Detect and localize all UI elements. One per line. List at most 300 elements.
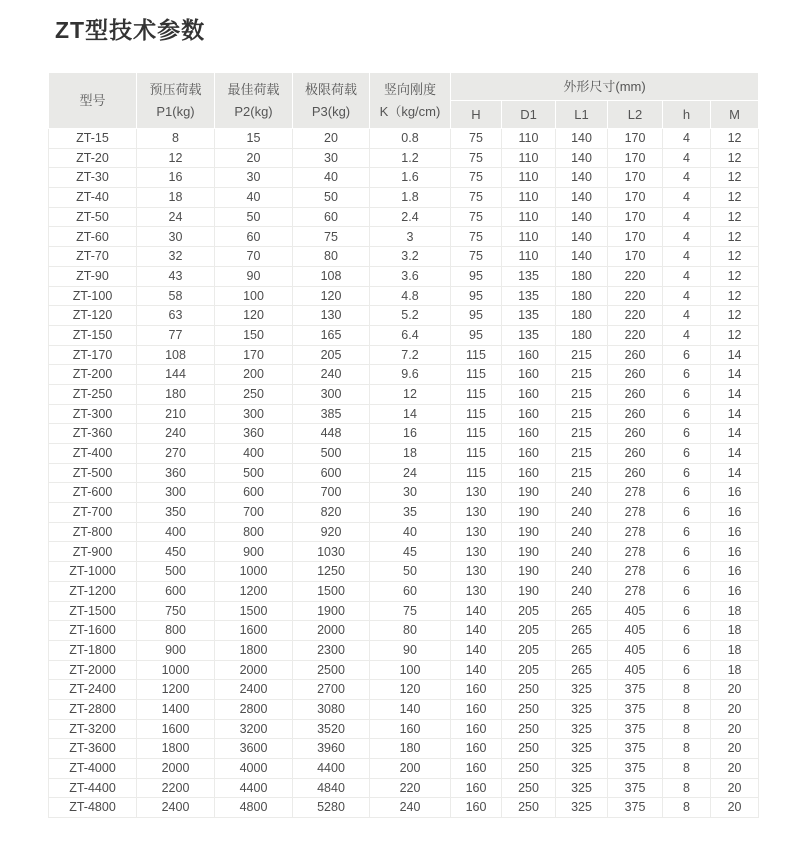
cell-L1: 240 <box>556 522 608 542</box>
cell-P1: 1600 <box>137 719 215 739</box>
cell-D1: 110 <box>502 207 556 227</box>
cell-h: 6 <box>663 542 711 562</box>
cell-D1: 135 <box>502 266 556 286</box>
cell-P2: 4000 <box>215 759 293 779</box>
cell-P1: 900 <box>137 640 215 660</box>
cell-K: 12 <box>370 384 451 404</box>
cell-P3: 300 <box>293 384 370 404</box>
cell-K: 3 <box>370 227 451 247</box>
cell-P1: 108 <box>137 345 215 365</box>
cell-L1: 180 <box>556 325 608 345</box>
header-dim-h: h <box>663 101 711 129</box>
cell-L1: 215 <box>556 384 608 404</box>
cell-L2: 170 <box>608 148 663 168</box>
cell-K: 220 <box>370 778 451 798</box>
cell-P2: 2000 <box>215 660 293 680</box>
cell-L2: 260 <box>608 345 663 365</box>
cell-model: ZT-2800 <box>49 699 137 719</box>
cell-L1: 325 <box>556 699 608 719</box>
cell-L2: 170 <box>608 227 663 247</box>
cell-P3: 240 <box>293 365 370 385</box>
cell-P1: 58 <box>137 286 215 306</box>
cell-model: ZT-20 <box>49 148 137 168</box>
cell-P2: 50 <box>215 207 293 227</box>
cell-h: 6 <box>663 483 711 503</box>
cell-L1: 265 <box>556 621 608 641</box>
cell-P2: 4800 <box>215 798 293 818</box>
cell-H: 140 <box>451 621 502 641</box>
cell-model: ZT-700 <box>49 503 137 523</box>
cell-model: ZT-120 <box>49 306 137 326</box>
cell-M: 20 <box>711 739 759 759</box>
table-row <box>49 463 759 483</box>
cell-P2: 60 <box>215 227 293 247</box>
cell-h: 4 <box>663 188 711 208</box>
cell-P1: 30 <box>137 227 215 247</box>
cell-L1: 215 <box>556 365 608 385</box>
cell-H: 75 <box>451 168 502 188</box>
cell-K: 4.8 <box>370 286 451 306</box>
cell-L2: 375 <box>608 739 663 759</box>
cell-P2: 4400 <box>215 778 293 798</box>
cell-D1: 250 <box>502 739 556 759</box>
cell-K: 200 <box>370 759 451 779</box>
cell-h: 8 <box>663 739 711 759</box>
cell-model: ZT-60 <box>49 227 137 247</box>
cell-D1: 160 <box>502 424 556 444</box>
cell-H: 95 <box>451 306 502 326</box>
cell-D1: 190 <box>502 503 556 523</box>
cell-model: ZT-300 <box>49 404 137 424</box>
cell-M: 12 <box>711 188 759 208</box>
table-row <box>49 168 759 188</box>
cell-h: 6 <box>663 660 711 680</box>
cell-P2: 700 <box>215 503 293 523</box>
cell-model: ZT-360 <box>49 424 137 444</box>
cell-P1: 210 <box>137 404 215 424</box>
cell-M: 14 <box>711 444 759 464</box>
header-dim-d1: D1 <box>502 101 556 129</box>
table-row <box>49 444 759 464</box>
cell-P3: 1030 <box>293 542 370 562</box>
table-row <box>49 680 759 700</box>
cell-K: 180 <box>370 739 451 759</box>
table-row <box>49 207 759 227</box>
cell-L1: 240 <box>556 581 608 601</box>
cell-M: 16 <box>711 522 759 542</box>
cell-D1: 205 <box>502 660 556 680</box>
cell-P3: 448 <box>293 424 370 444</box>
cell-M: 12 <box>711 227 759 247</box>
cell-L1: 325 <box>556 778 608 798</box>
cell-P1: 8 <box>137 129 215 149</box>
cell-P3: 1500 <box>293 581 370 601</box>
cell-L1: 240 <box>556 542 608 562</box>
cell-h: 6 <box>663 581 711 601</box>
table-row <box>49 739 759 759</box>
cell-h: 4 <box>663 266 711 286</box>
cell-M: 14 <box>711 384 759 404</box>
cell-M: 14 <box>711 345 759 365</box>
cell-P3: 3080 <box>293 699 370 719</box>
cell-h: 6 <box>663 384 711 404</box>
cell-P1: 18 <box>137 188 215 208</box>
cell-K: 3.2 <box>370 247 451 267</box>
cell-L2: 405 <box>608 601 663 621</box>
cell-D1: 205 <box>502 621 556 641</box>
cell-D1: 190 <box>502 542 556 562</box>
cell-P2: 2800 <box>215 699 293 719</box>
cell-P2: 3200 <box>215 719 293 739</box>
cell-h: 6 <box>663 424 711 444</box>
cell-h: 6 <box>663 503 711 523</box>
cell-L2: 260 <box>608 384 663 404</box>
cell-H: 160 <box>451 699 502 719</box>
cell-P3: 4400 <box>293 759 370 779</box>
cell-model: ZT-1800 <box>49 640 137 660</box>
cell-h: 8 <box>663 680 711 700</box>
cell-P3: 920 <box>293 522 370 542</box>
cell-h: 8 <box>663 778 711 798</box>
cell-H: 75 <box>451 148 502 168</box>
cell-D1: 160 <box>502 444 556 464</box>
cell-h: 6 <box>663 404 711 424</box>
cell-P2: 800 <box>215 522 293 542</box>
cell-M: 12 <box>711 129 759 149</box>
cell-M: 12 <box>711 306 759 326</box>
cell-H: 115 <box>451 404 502 424</box>
cell-K: 80 <box>370 621 451 641</box>
cell-H: 75 <box>451 247 502 267</box>
cell-L1: 325 <box>556 719 608 739</box>
cell-H: 115 <box>451 444 502 464</box>
cell-L2: 278 <box>608 483 663 503</box>
cell-L2: 405 <box>608 621 663 641</box>
cell-P3: 5280 <box>293 798 370 818</box>
cell-K: 90 <box>370 640 451 660</box>
cell-L2: 405 <box>608 660 663 680</box>
cell-L2: 375 <box>608 680 663 700</box>
cell-model: ZT-1200 <box>49 581 137 601</box>
cell-H: 140 <box>451 601 502 621</box>
cell-P3: 820 <box>293 503 370 523</box>
cell-P1: 300 <box>137 483 215 503</box>
cell-P3: 2500 <box>293 660 370 680</box>
cell-K: 18 <box>370 444 451 464</box>
cell-D1: 110 <box>502 129 556 149</box>
cell-P1: 350 <box>137 503 215 523</box>
cell-h: 6 <box>663 640 711 660</box>
cell-P2: 150 <box>215 325 293 345</box>
cell-H: 160 <box>451 739 502 759</box>
cell-K: 50 <box>370 562 451 582</box>
cell-D1: 190 <box>502 483 556 503</box>
cell-P3: 80 <box>293 247 370 267</box>
cell-K: 2.4 <box>370 207 451 227</box>
cell-h: 4 <box>663 227 711 247</box>
cell-L2: 170 <box>608 188 663 208</box>
cell-D1: 190 <box>502 581 556 601</box>
cell-h: 4 <box>663 129 711 149</box>
cell-L1: 325 <box>556 759 608 779</box>
cell-P1: 2400 <box>137 798 215 818</box>
header-preload: 预压荷载 P1(kg) <box>137 73 215 129</box>
table-row <box>49 148 759 168</box>
cell-K: 100 <box>370 660 451 680</box>
cell-D1: 250 <box>502 719 556 739</box>
cell-K: 30 <box>370 483 451 503</box>
cell-H: 160 <box>451 680 502 700</box>
cell-D1: 250 <box>502 798 556 818</box>
cell-P3: 60 <box>293 207 370 227</box>
cell-P1: 2200 <box>137 778 215 798</box>
table-row <box>49 660 759 680</box>
table-row <box>49 699 759 719</box>
cell-D1: 135 <box>502 306 556 326</box>
table-row <box>49 562 759 582</box>
cell-P1: 400 <box>137 522 215 542</box>
cell-h: 4 <box>663 286 711 306</box>
cell-P2: 360 <box>215 424 293 444</box>
header-dim-h: H <box>451 101 502 129</box>
cell-P1: 2000 <box>137 759 215 779</box>
table-row <box>49 188 759 208</box>
cell-P1: 43 <box>137 266 215 286</box>
table-row <box>49 286 759 306</box>
cell-D1: 250 <box>502 759 556 779</box>
cell-P1: 450 <box>137 542 215 562</box>
cell-P2: 30 <box>215 168 293 188</box>
cell-h: 6 <box>663 365 711 385</box>
header-vertical-stiffness: 竖向刚度 K（kg/cm) <box>370 73 451 129</box>
cell-H: 115 <box>451 424 502 444</box>
cell-H: 130 <box>451 522 502 542</box>
cell-P3: 1250 <box>293 562 370 582</box>
cell-h: 4 <box>663 325 711 345</box>
cell-L2: 278 <box>608 562 663 582</box>
cell-D1: 160 <box>502 463 556 483</box>
cell-L1: 140 <box>556 227 608 247</box>
table-row <box>49 365 759 385</box>
cell-P2: 40 <box>215 188 293 208</box>
header-dim-l1: L1 <box>556 101 608 129</box>
cell-D1: 250 <box>502 699 556 719</box>
cell-P3: 205 <box>293 345 370 365</box>
cell-K: 16 <box>370 424 451 444</box>
cell-K: 60 <box>370 581 451 601</box>
cell-P1: 750 <box>137 601 215 621</box>
cell-P2: 1500 <box>215 601 293 621</box>
cell-P2: 1800 <box>215 640 293 660</box>
cell-L2: 170 <box>608 129 663 149</box>
cell-D1: 135 <box>502 325 556 345</box>
table-row <box>49 581 759 601</box>
cell-P2: 90 <box>215 266 293 286</box>
table-row <box>49 759 759 779</box>
cell-L1: 180 <box>556 266 608 286</box>
cell-model: ZT-4400 <box>49 778 137 798</box>
cell-P1: 270 <box>137 444 215 464</box>
cell-P1: 32 <box>137 247 215 267</box>
cell-H: 115 <box>451 365 502 385</box>
cell-K: 6.4 <box>370 325 451 345</box>
cell-D1: 205 <box>502 640 556 660</box>
cell-P2: 170 <box>215 345 293 365</box>
cell-L2: 375 <box>608 759 663 779</box>
cell-H: 95 <box>451 286 502 306</box>
cell-L1: 140 <box>556 129 608 149</box>
cell-D1: 190 <box>502 562 556 582</box>
cell-P2: 70 <box>215 247 293 267</box>
cell-M: 16 <box>711 503 759 523</box>
cell-L2: 375 <box>608 778 663 798</box>
cell-M: 16 <box>711 581 759 601</box>
cell-model: ZT-15 <box>49 129 137 149</box>
cell-H: 95 <box>451 266 502 286</box>
cell-L1: 240 <box>556 503 608 523</box>
cell-L2: 260 <box>608 365 663 385</box>
cell-K: 9.6 <box>370 365 451 385</box>
cell-P3: 3960 <box>293 739 370 759</box>
cell-model: ZT-2000 <box>49 660 137 680</box>
table-row <box>49 798 759 818</box>
cell-P1: 1200 <box>137 680 215 700</box>
table-row <box>49 306 759 326</box>
cell-P1: 63 <box>137 306 215 326</box>
table-row <box>49 778 759 798</box>
cell-model: ZT-1600 <box>49 621 137 641</box>
table-row <box>49 227 759 247</box>
cell-L1: 180 <box>556 286 608 306</box>
cell-H: 160 <box>451 719 502 739</box>
cell-L2: 220 <box>608 325 663 345</box>
cell-D1: 135 <box>502 286 556 306</box>
page-title: ZT型技术参数 <box>55 17 206 43</box>
cell-M: 12 <box>711 325 759 345</box>
cell-L2: 220 <box>608 306 663 326</box>
cell-L2: 260 <box>608 424 663 444</box>
table-row <box>49 522 759 542</box>
cell-P1: 600 <box>137 581 215 601</box>
cell-M: 12 <box>711 266 759 286</box>
cell-P3: 2300 <box>293 640 370 660</box>
cell-P2: 15 <box>215 129 293 149</box>
cell-h: 4 <box>663 207 711 227</box>
cell-model: ZT-170 <box>49 345 137 365</box>
cell-H: 75 <box>451 207 502 227</box>
header-row-group <box>49 73 759 101</box>
cell-M: 12 <box>711 247 759 267</box>
table-row <box>49 384 759 404</box>
cell-K: 140 <box>370 699 451 719</box>
cell-model: ZT-100 <box>49 286 137 306</box>
cell-P1: 1400 <box>137 699 215 719</box>
cell-P3: 500 <box>293 444 370 464</box>
cell-P2: 1600 <box>215 621 293 641</box>
table-row <box>49 325 759 345</box>
table-row <box>49 621 759 641</box>
table-row <box>49 404 759 424</box>
cell-H: 115 <box>451 345 502 365</box>
cell-L2: 278 <box>608 503 663 523</box>
cell-P3: 30 <box>293 148 370 168</box>
cell-P2: 300 <box>215 404 293 424</box>
cell-h: 6 <box>663 444 711 464</box>
cell-h: 4 <box>663 247 711 267</box>
cell-model: ZT-2400 <box>49 680 137 700</box>
cell-D1: 110 <box>502 148 556 168</box>
cell-model: ZT-90 <box>49 266 137 286</box>
cell-P2: 2400 <box>215 680 293 700</box>
cell-M: 12 <box>711 168 759 188</box>
cell-M: 14 <box>711 404 759 424</box>
cell-model: ZT-800 <box>49 522 137 542</box>
cell-P3: 120 <box>293 286 370 306</box>
cell-K: 7.2 <box>370 345 451 365</box>
cell-P3: 2700 <box>293 680 370 700</box>
cell-M: 20 <box>711 680 759 700</box>
cell-P2: 3600 <box>215 739 293 759</box>
cell-L2: 220 <box>608 266 663 286</box>
cell-P1: 500 <box>137 562 215 582</box>
cell-h: 8 <box>663 759 711 779</box>
cell-D1: 160 <box>502 404 556 424</box>
cell-model: ZT-200 <box>49 365 137 385</box>
cell-K: 120 <box>370 680 451 700</box>
cell-P1: 1000 <box>137 660 215 680</box>
cell-M: 14 <box>711 424 759 444</box>
header-best-load: 最佳荷载 P2(kg) <box>215 73 293 129</box>
cell-K: 14 <box>370 404 451 424</box>
cell-L2: 375 <box>608 798 663 818</box>
cell-model: ZT-30 <box>49 168 137 188</box>
table-row <box>49 542 759 562</box>
cell-K: 35 <box>370 503 451 523</box>
cell-L1: 325 <box>556 739 608 759</box>
cell-D1: 110 <box>502 227 556 247</box>
cell-K: 3.6 <box>370 266 451 286</box>
cell-P2: 500 <box>215 463 293 483</box>
cell-K: 24 <box>370 463 451 483</box>
cell-h: 8 <box>663 798 711 818</box>
cell-h: 6 <box>663 345 711 365</box>
cell-H: 75 <box>451 188 502 208</box>
cell-P1: 1800 <box>137 739 215 759</box>
cell-M: 18 <box>711 660 759 680</box>
cell-P1: 180 <box>137 384 215 404</box>
cell-L2: 260 <box>608 463 663 483</box>
cell-H: 130 <box>451 483 502 503</box>
cell-D1: 160 <box>502 345 556 365</box>
cell-model: ZT-1000 <box>49 562 137 582</box>
cell-H: 130 <box>451 581 502 601</box>
cell-P2: 100 <box>215 286 293 306</box>
cell-H: 140 <box>451 640 502 660</box>
cell-P1: 77 <box>137 325 215 345</box>
cell-M: 18 <box>711 601 759 621</box>
cell-model: ZT-900 <box>49 542 137 562</box>
cell-H: 75 <box>451 227 502 247</box>
cell-P2: 1200 <box>215 581 293 601</box>
cell-D1: 110 <box>502 188 556 208</box>
cell-model: ZT-4000 <box>49 759 137 779</box>
cell-L1: 215 <box>556 424 608 444</box>
cell-K: 5.2 <box>370 306 451 326</box>
cell-L2: 375 <box>608 719 663 739</box>
table-row <box>49 247 759 267</box>
cell-K: 45 <box>370 542 451 562</box>
cell-H: 130 <box>451 503 502 523</box>
